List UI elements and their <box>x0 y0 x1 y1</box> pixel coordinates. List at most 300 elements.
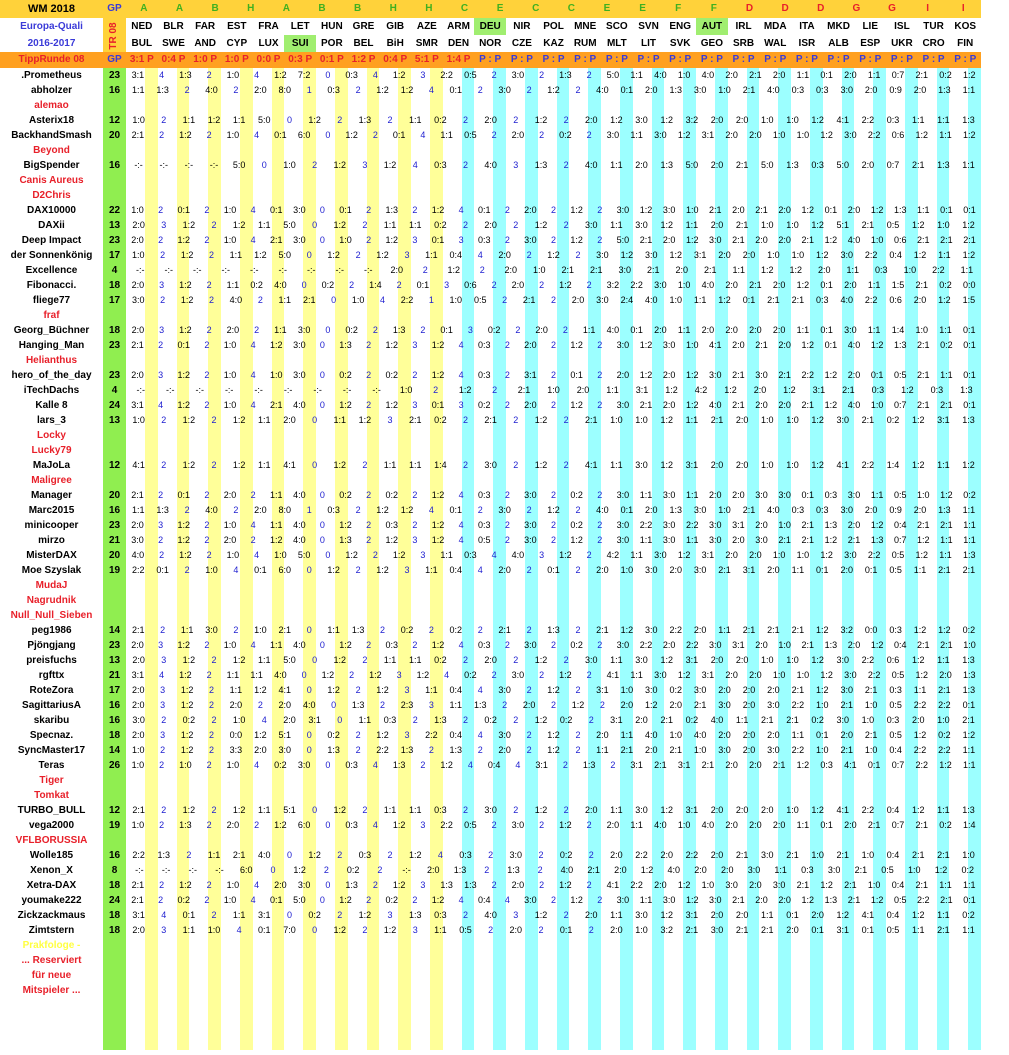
tip-cell: 1:2 <box>870 520 884 530</box>
player-name: MaJoLa <box>32 460 71 471</box>
tip-cell: 1:2 <box>962 130 976 140</box>
tip-cell: 2 <box>491 820 497 830</box>
tip-cell: 1:2 <box>547 505 560 515</box>
tip-cell: 2:0 <box>725 820 738 830</box>
tip-cell: 2 <box>355 685 361 695</box>
tip-cell: 1:3 <box>962 115 975 125</box>
tip-cell: 1:1 <box>610 220 623 230</box>
tip-cell: 2 <box>492 385 498 395</box>
match-result: P : P <box>759 52 791 68</box>
tip-cell: 1:1 <box>791 565 805 575</box>
tip-cell: 1:3 <box>507 865 520 875</box>
tip-cell: 1:2 <box>870 205 884 215</box>
tip-cell: 2:2 <box>400 295 414 305</box>
tip-cell: 2 <box>257 295 263 305</box>
tip-cell: 1:2 <box>327 565 340 575</box>
tip-cell: 5:0 <box>616 235 630 245</box>
tip-cell: 2:1 <box>791 685 805 695</box>
tip-cell: 2:1 <box>915 880 928 890</box>
tip-cell: 3:0 <box>616 520 630 530</box>
tip-cell: 2 <box>551 520 557 530</box>
tip-cell: 2:0 <box>710 850 724 860</box>
tip-cell: 1:5 <box>962 295 976 305</box>
tip-cell: 2:0 <box>718 685 731 695</box>
tip-cell: 2 <box>526 250 532 260</box>
tip-cell: 1:1 <box>917 205 930 215</box>
tip-cell: 2 <box>575 505 581 515</box>
tip-cell: 1:2 <box>824 235 838 245</box>
tip-cell: 3 <box>362 160 368 170</box>
tip-cell: 2 <box>563 160 569 170</box>
tip-cell: 3:0 <box>293 205 306 215</box>
tip-cell: 2 <box>539 280 545 290</box>
tip-cell: 1:3 <box>339 535 352 545</box>
tip-cell: 1:2 <box>660 805 673 815</box>
tip-cell: 1:2 <box>962 250 976 260</box>
tip-cell: 2:0 <box>710 805 724 815</box>
tip-cell: 1:1 <box>582 325 596 335</box>
tip-cell: 5:0 <box>283 220 296 230</box>
tip-cell: 4 <box>261 715 267 725</box>
away-team: ISR <box>791 35 823 52</box>
tip-cell: 1:1 <box>207 850 221 860</box>
tip-cell: 2:0 <box>742 745 756 755</box>
tip-cell: 1:1 <box>685 220 699 230</box>
tip-cell: 2:1 <box>732 895 745 905</box>
tip-cell: 3:0 <box>693 85 707 95</box>
tip-cell: 1:0 <box>816 745 829 755</box>
player-gp: 21 <box>108 535 121 546</box>
tip-cell: 2:0 <box>131 280 145 290</box>
player-name: MudaJ <box>35 580 68 591</box>
tip-cell: 2 <box>539 70 545 80</box>
tip-cell: 3:1 <box>132 910 145 920</box>
tip-cell: 1:2 <box>685 400 699 410</box>
tip-cell: 1:2 <box>269 535 283 545</box>
tip-cell: 1:2 <box>385 340 399 350</box>
tip-cell: 2:1 <box>937 850 950 860</box>
tip-cell: 0:1 <box>440 325 453 335</box>
tip-cell: 1:0 <box>269 370 283 380</box>
tip-cell: 2 <box>551 535 557 545</box>
tip-cell: 0:1 <box>156 565 169 575</box>
tip-cell: 2 <box>463 115 469 125</box>
tip-cell: 0:2 <box>961 865 974 875</box>
tip-cell: 1:1 <box>610 805 623 815</box>
tip-cell: 1:2 <box>677 550 691 560</box>
tip-cell: 4 <box>412 160 418 170</box>
tip-cell: 0 <box>325 880 331 890</box>
tip-cell: 0:2 <box>487 325 501 335</box>
group-letter: C <box>447 0 483 18</box>
tip-cell: 0:2 <box>385 490 399 500</box>
tip-cell: 0:2 <box>345 325 358 335</box>
tip-cell: 2:0 <box>484 655 497 665</box>
tip-cell: 2:0 <box>504 265 518 275</box>
tip-cell: 4 <box>477 565 483 575</box>
tip-cell: 2 <box>539 130 545 140</box>
tip-cell: 0:1 <box>254 565 267 575</box>
tip-cell: 4:0 <box>654 820 667 830</box>
tip-cell: 1:2 <box>820 670 833 680</box>
tip-cell: 2:0 <box>847 520 861 530</box>
tip-cell: 1:1 <box>630 70 643 80</box>
tip-cell: 2:0 <box>524 400 537 410</box>
group-letter: B <box>304 0 340 18</box>
tip-cell: 3 <box>412 400 418 410</box>
tip-cell: 3:0 <box>693 685 707 695</box>
tip-cell: 2:0 <box>283 415 296 425</box>
tip-cell: 4:0 <box>484 910 497 920</box>
tip-cell: 2 <box>349 280 355 290</box>
tip-cell: 4:2 <box>694 385 708 395</box>
tip-cell: 1:2 <box>559 820 572 830</box>
tip-cell: 2:1 <box>801 235 815 245</box>
tip-cell: 1:0 <box>867 880 881 890</box>
tip-cell: 4:1 <box>836 805 850 815</box>
tip-cell: 4 <box>254 760 260 770</box>
tip-cell: 3 <box>420 70 426 80</box>
tip-cell: 2:0 <box>511 130 525 140</box>
tip-cell: 1:2 <box>534 655 548 665</box>
tip-cell: 2:4 <box>620 295 634 305</box>
tip-cell: 1:3 <box>351 700 365 710</box>
tip-cell: 0:4 <box>449 730 463 740</box>
tip-cell: 3:1 <box>693 250 707 260</box>
home-team: LET <box>284 18 316 35</box>
player-name: mirzo <box>38 535 65 546</box>
tip-cell: 2:1 <box>561 265 575 275</box>
away-team: POR <box>316 35 348 52</box>
tip-cell: 2:2 <box>791 745 805 755</box>
tip-cell: 0:5 <box>464 130 477 140</box>
tip-cell: 2 <box>366 370 372 380</box>
tip-cell: 2:0 <box>131 685 145 695</box>
tip-cell: 1:1 <box>791 730 805 740</box>
tip-cell: 2:0 <box>735 805 749 815</box>
tip-cell: 2:0 <box>669 700 682 710</box>
tip-cell: 2:1 <box>742 85 756 95</box>
tip-cell: 0:1 <box>824 340 838 350</box>
tip-cell: 4:0 <box>302 700 316 710</box>
tip-cell: 2:0 <box>725 280 738 290</box>
tip-cell: 2:2 <box>425 730 438 740</box>
tip-cell: 1:1 <box>630 820 643 830</box>
group-letter: I <box>910 0 946 18</box>
tip-cell: 1:2 <box>254 685 267 695</box>
tip-cell: 8:0 <box>278 85 292 95</box>
tip-cell: 2 <box>526 505 532 515</box>
tip-cell: 2 <box>204 520 210 530</box>
tip-cell: 3:0 <box>662 340 676 350</box>
tip-cell: 3:0 <box>524 520 537 530</box>
away-team: SVK <box>664 35 696 52</box>
tip-cell: 2:0 <box>735 655 749 665</box>
match-result: 3:1 P <box>126 52 158 68</box>
tip-cell: 1:1 <box>940 535 953 545</box>
tip-cell: 2:1 <box>801 535 815 545</box>
tip-cell: 3:0 <box>606 130 620 140</box>
tip-cell: 2:0 <box>596 730 609 740</box>
tip-cell: 2 <box>250 535 256 545</box>
tip-cell: 0:1 <box>816 565 829 575</box>
tip-cell: 1:2 <box>811 805 824 815</box>
tip-cell: -:- <box>372 385 381 395</box>
tip-cell: 1:1 <box>258 805 271 815</box>
tip-cell: 2 <box>204 640 210 650</box>
tip-cell: 2:1 <box>269 235 283 245</box>
tip-cell: 1:2 <box>431 340 445 350</box>
tip-cell: 1:3 <box>400 745 414 755</box>
tip-cell: 2:1 <box>940 400 953 410</box>
tip-cell: 4:0 <box>767 505 780 515</box>
tip-cell: 1:0 <box>963 640 976 650</box>
tip-cell: 1:2 <box>836 910 850 920</box>
tip-cell: 3:1 <box>630 760 643 770</box>
tip-cell: 0 <box>301 670 307 680</box>
tip-cell: 0 <box>325 130 331 140</box>
tip-cell: 1:2 <box>254 250 267 260</box>
tip-cell: 2:1 <box>801 640 815 650</box>
home-team: DEU <box>474 18 506 35</box>
tip-cell: 1:1 <box>440 130 453 140</box>
match-result: P : P <box>569 52 601 68</box>
tip-cell: 2:1 <box>917 340 930 350</box>
tip-cell: 0:3 <box>871 385 885 395</box>
tip-cell: 1:1 <box>269 490 283 500</box>
tip-cell: 1:1 <box>269 640 283 650</box>
tip-cell: 2:0 <box>844 70 857 80</box>
tip-cell: 1:3 <box>157 850 170 860</box>
tip-cell: 2 <box>204 490 210 500</box>
tip-cell: 6:0 <box>239 865 253 875</box>
tip-cell: 2 <box>355 565 361 575</box>
tip-cell: 4:0 <box>701 280 715 290</box>
away-team: GEO <box>696 35 728 52</box>
tip-cell: 0:1 <box>870 370 884 380</box>
tip-cell: 1:2 <box>308 115 321 125</box>
tip-cell: 0:4 <box>889 250 902 260</box>
tip-cell: 3:0 <box>645 250 658 260</box>
tip-cell: 5:0 <box>232 160 246 170</box>
tip-cell: 1:0 <box>772 130 786 140</box>
tip-cell: 1:2 <box>431 205 445 215</box>
tip-cell: 1:1 <box>963 535 976 545</box>
tip-cell: 2:0 <box>278 700 292 710</box>
tip-cell: 2:0 <box>913 505 927 515</box>
player-name: minicooper <box>24 520 79 531</box>
tip-cell: 0 <box>337 715 343 725</box>
tip-cell: 4 <box>458 520 464 530</box>
tip-cell: 3:0 <box>844 130 857 140</box>
tip-cell: 2:1 <box>767 625 780 635</box>
tip-cell: 2 <box>387 850 393 860</box>
player-gp: 26 <box>108 760 121 771</box>
tip-cell: 2 <box>337 115 343 125</box>
tip-cell: 0:5 <box>881 865 894 875</box>
tip-cell: 2 <box>377 865 383 875</box>
tip-cell: 2:1 <box>861 415 875 425</box>
tip-cell: 0:3 <box>889 625 902 635</box>
tip-cell: 1:2 <box>559 670 572 680</box>
tip-cell: 1:2 <box>339 400 352 410</box>
tip-cell: 1:1 <box>911 115 925 125</box>
tip-cell: 2 <box>412 520 418 530</box>
tip-cell: 2 <box>204 370 210 380</box>
tip-cell: 1:2 <box>811 220 824 230</box>
tip-cell: 2:2 <box>685 640 699 650</box>
player-name: hero_of_the_day <box>11 370 92 381</box>
tip-cell: 2 <box>551 400 557 410</box>
tip-cell: 1:0 <box>533 265 546 275</box>
tip-cell: 2:0 <box>524 205 537 215</box>
tip-cell: 4:0 <box>645 730 658 740</box>
tip-cell: 1:0 <box>131 760 145 770</box>
tip-cell: 1:3 <box>669 505 682 515</box>
tip-cell: 6:0 <box>297 130 311 140</box>
tip-cell: 2 <box>233 505 239 515</box>
tip-cell: 2:2 <box>132 850 145 860</box>
tip-cell: 4 <box>458 340 464 350</box>
tip-cell: 0:3 <box>345 820 358 830</box>
tip-cell: 1:1 <box>630 670 643 680</box>
tip-cell: 3:0 <box>635 805 648 815</box>
tip-cell: 1:3 <box>473 700 487 710</box>
away-team: WAL <box>759 35 791 52</box>
tip-cell: 2:0 <box>226 820 240 830</box>
tip-cell: 2:1 <box>778 370 791 380</box>
tip-cell: 1:2 <box>783 385 796 395</box>
tip-cell: 2:2 <box>685 520 699 530</box>
tip-cell: 1:2 <box>180 745 194 755</box>
tip-cell: 1:2 <box>660 220 673 230</box>
tip-cell: 0 <box>319 235 325 245</box>
tip-cell: 2:0 <box>254 505 267 515</box>
tip-cell: 2 <box>186 850 192 860</box>
tip-cell: 1:1 <box>269 520 283 530</box>
tip-cell: 2:0 <box>755 400 768 410</box>
tip-cell: 1:2 <box>179 130 192 140</box>
player-name: für neue <box>31 970 72 981</box>
tip-cell: 2:1 <box>302 295 316 305</box>
tip-cell: 0:6 <box>891 130 905 140</box>
tip-cell: 3:1 <box>677 760 691 770</box>
tip-cell: 2 <box>159 130 165 140</box>
player-gp: 12 <box>108 115 121 126</box>
tip-cell: 2:0 <box>720 865 734 875</box>
tip-cell: 1 <box>428 295 434 305</box>
tip-cell: 0:5 <box>886 925 900 935</box>
tip-cell: 0:3 <box>889 685 902 695</box>
tip-cell: 3 <box>467 325 473 335</box>
player-gp: 16 <box>108 850 121 861</box>
tip-cell: 3:0 <box>709 535 722 545</box>
tip-cell: 4:0 <box>484 160 497 170</box>
tip-cell: 1:1 <box>867 70 881 80</box>
tip-cell: 0:1 <box>940 205 953 215</box>
tip-cell: 2:1 <box>801 520 815 530</box>
tip-cell: 1:2 <box>870 895 884 905</box>
tip-cell: 2:1 <box>917 640 930 650</box>
tip-cell: 2 <box>599 700 605 710</box>
tip-cell: 3:0 <box>278 745 292 755</box>
tip-cell: 2:1 <box>131 130 145 140</box>
tip-cell: 2 <box>355 250 361 260</box>
tip-cell: 1:2 <box>824 400 838 410</box>
tip-cell: 2 <box>597 370 603 380</box>
tip-cell: 1:2 <box>911 655 925 665</box>
player-gp: 18 <box>108 910 121 921</box>
tip-cell: 2:1 <box>131 490 144 500</box>
tip-cell: 1:1 <box>867 280 881 290</box>
tip-cell: 1:2 <box>392 550 406 560</box>
tip-cell: 2 <box>463 715 469 725</box>
tip-cell: 1:3 <box>453 865 467 875</box>
tip-cell: 2:2 <box>639 640 653 650</box>
tip-cell: 1:0 <box>772 670 786 680</box>
tip-cell: 2 <box>491 130 497 140</box>
tip-cell: 1:1 <box>846 265 860 275</box>
tip-cell: 2 <box>204 340 210 350</box>
tip-cell: 2:0 <box>524 340 537 350</box>
tip-cell: 3:0 <box>616 490 630 500</box>
tip-cell: 2:1 <box>938 685 951 695</box>
tip-cell: 3:1 <box>937 415 950 425</box>
tip-cell: 1:2 <box>274 820 287 830</box>
tip-cell: 3 <box>396 670 402 680</box>
tip-cell: 1:0 <box>816 700 829 710</box>
tip-cell: 1:1 <box>131 85 145 95</box>
tip-cell: 1:3 <box>351 625 365 635</box>
tip-cell: 3:0 <box>772 880 786 890</box>
tip-cell: 2 <box>337 850 343 860</box>
tip-cell: 1:1 <box>913 565 927 575</box>
tip-cell: 4:0 <box>293 400 306 410</box>
tip-cell: 1:2 <box>547 85 560 95</box>
tip-cell: 1:2 <box>431 490 445 500</box>
tip-cell: 1:0 <box>620 685 634 695</box>
away-team: SWE <box>158 35 190 52</box>
tip-cell: 0:2 <box>570 640 583 650</box>
match-result: 0:4 P <box>158 52 190 68</box>
tip-cell: 2:0 <box>844 820 857 830</box>
tip-cell: 0:2 <box>339 490 352 500</box>
tip-cell: 2:0 <box>709 490 722 500</box>
tip-cell: 4 <box>250 235 256 245</box>
tip-cell: 1:2 <box>408 850 422 860</box>
tip-cell: 1:1 <box>408 460 422 470</box>
round-gp-label: GP <box>103 52 126 68</box>
tip-cell: 2:1 <box>517 385 531 395</box>
tip-cell: 0 <box>312 460 318 470</box>
tip-cell: 3 <box>160 730 166 740</box>
tip-cell: 1:2 <box>677 880 691 890</box>
tip-cell: 2 <box>597 535 603 545</box>
tip-cell: 2 <box>362 655 368 665</box>
tip-cell: 2:0 <box>767 685 780 695</box>
tip-cell: 3:0 <box>654 280 667 290</box>
player-name: skaribu <box>33 715 70 726</box>
player-gp: 22 <box>108 205 121 216</box>
player-gp: 19 <box>108 565 121 576</box>
tip-cell: 2 <box>597 490 603 500</box>
tip-cell: 1:3 <box>962 550 976 560</box>
player-gp: 24 <box>108 400 121 411</box>
tip-cell: 1:1 <box>408 115 422 125</box>
tip-cell: 3 <box>404 565 410 575</box>
tip-cell: 2 <box>575 565 581 575</box>
tip-cell: 0:1 <box>963 895 976 905</box>
